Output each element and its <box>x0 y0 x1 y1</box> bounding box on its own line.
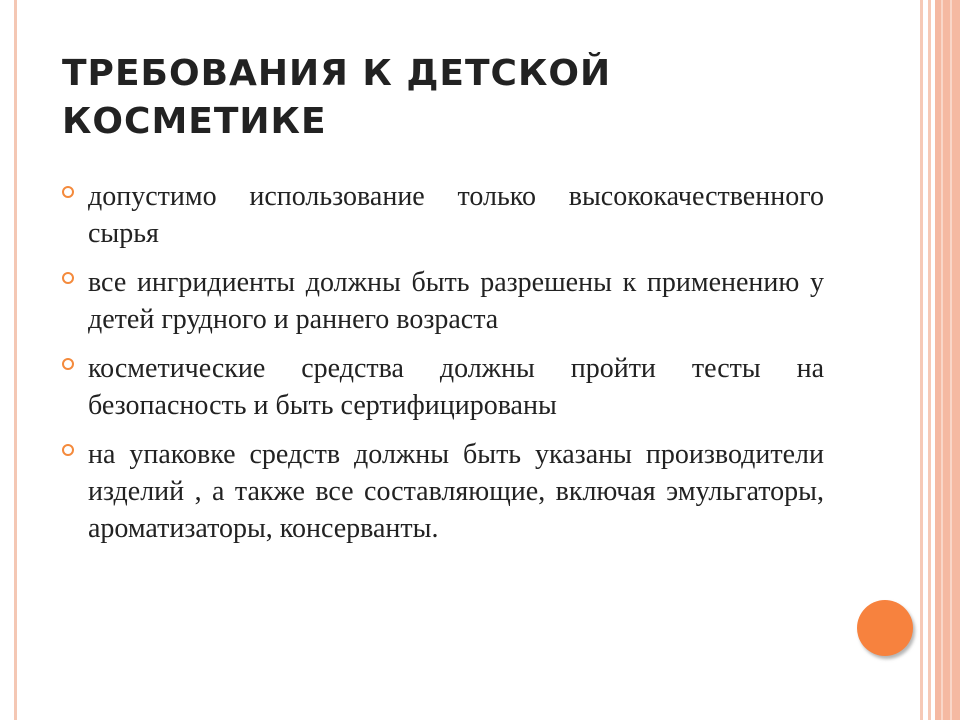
list-item <box>62 264 824 338</box>
left-border-line <box>14 0 17 720</box>
list-item <box>62 350 824 424</box>
bullet-circle-icon <box>62 186 74 198</box>
bullet-text: косметические средства должны пройти тесты на безопасность и быть сертифицированы <box>88 353 824 421</box>
bullet-list <box>62 178 824 559</box>
bullet-text: допустимо использование только высококачественного сырья <box>88 181 824 249</box>
bullet-circle-icon <box>62 444 74 456</box>
bullet-circle-icon <box>62 272 74 284</box>
bullet-circle-icon <box>62 358 74 370</box>
decorative-orange-circle <box>857 600 913 656</box>
slide-title: ТРЕБОВАНИЯ К ДЕТСКОЙ КОСМЕТИКЕ <box>62 53 612 142</box>
right-decorative-stripe <box>920 0 923 720</box>
bullet-text: все ингридиенты должны быть разрешены к применению у детей грудного и раннего возраста <box>88 267 824 335</box>
right-decorative-stripe <box>928 0 931 720</box>
right-decorative-band <box>935 0 960 720</box>
list-item <box>62 178 824 252</box>
list-item <box>62 436 824 547</box>
bullet-text: на упаковке средств должны быть указаны производители изделий , а также все составляющие, включая эмульгаторы, ароматизаторы, консерванты. <box>88 439 824 544</box>
right-decorative-stripe <box>941 0 943 720</box>
right-decorative-stripe <box>950 0 952 720</box>
